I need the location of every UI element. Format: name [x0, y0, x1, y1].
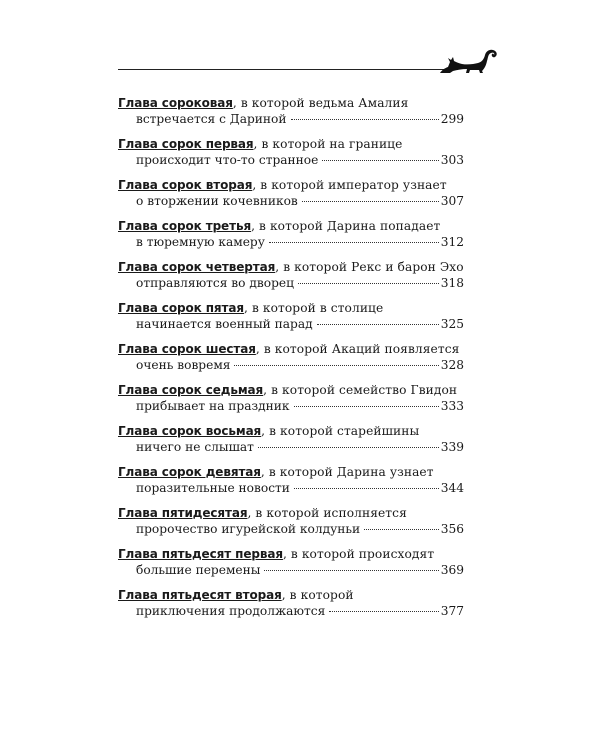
- toc-entry: [118, 587, 464, 628]
- page-number: 303: [440, 153, 464, 167]
- chapter-description-end: в тюремную камеру: [136, 235, 265, 249]
- chapter-title: Глава пятьдесят вторая: [118, 588, 282, 602]
- chapter-description-start: в которой Дарина попадает: [259, 219, 441, 233]
- chapter-title: Глава пятьдесят первая: [118, 547, 283, 561]
- chapter-title-separator: ,: [253, 137, 262, 151]
- chapter-description-start: в которой Акаций появляется: [263, 342, 460, 356]
- chapter-title: Глава сорок шестая: [118, 342, 256, 356]
- chapter-title: Глава сорок седьмая: [118, 383, 264, 397]
- page-number: 325: [440, 317, 464, 331]
- toc-entry: [118, 259, 464, 300]
- toc-entry: [118, 136, 464, 177]
- chapter-description-end: о вторжении кочевников: [136, 194, 298, 208]
- chapter-title-separator: ,: [243, 301, 252, 315]
- chapter-title-separator: ,: [252, 178, 261, 192]
- chapter-description-end: встречается с Дариной: [136, 112, 287, 126]
- toc-entry-second-line: [118, 357, 464, 373]
- chapter-description-start: в которой император узнает: [260, 178, 447, 192]
- chapter-title-separator: ,: [260, 465, 269, 479]
- toc-entry-second-line: [118, 111, 464, 127]
- chapter-title: Глава пятидесятая: [118, 506, 248, 520]
- chapter-description-start: в которой Рекс и барон Эхо: [283, 260, 464, 274]
- chapter-title: Глава сорок первая: [118, 137, 254, 151]
- dot-leader: [317, 324, 439, 325]
- toc-entry-first-line: [118, 300, 464, 316]
- chapter-description-start: в которой исполняется: [255, 506, 407, 520]
- header-rule: [118, 69, 458, 70]
- page-number: 344: [440, 481, 464, 495]
- page-number: 328: [440, 358, 464, 372]
- chapter-title-separator: ,: [282, 547, 291, 561]
- chapter-description-end: начинается военный парад: [136, 317, 313, 331]
- toc-entry: [118, 464, 464, 505]
- toc-entry-first-line: [118, 95, 464, 111]
- chapter-description-end: большие перемены: [136, 563, 261, 577]
- chapter-description-start: в которой: [289, 588, 354, 602]
- toc-entry-first-line: [118, 341, 464, 357]
- chapter-description-start: в которой семейство Гвидон: [271, 383, 458, 397]
- cat-icon: [438, 46, 500, 74]
- chapter-title-separator: ,: [275, 260, 284, 274]
- toc-entry: [118, 423, 464, 464]
- dot-leader: [264, 570, 438, 571]
- toc-entry-first-line: [118, 259, 464, 275]
- page-number: 318: [440, 276, 464, 290]
- dot-leader: [329, 611, 438, 612]
- toc-entry-first-line: [118, 382, 464, 398]
- toc-entry-second-line: [118, 603, 464, 619]
- dot-leader: [298, 283, 439, 284]
- toc-entry-second-line: [118, 480, 464, 496]
- toc-entry: [118, 382, 464, 423]
- chapter-title-separator: ,: [251, 219, 260, 233]
- chapter-description-start: в которой старейшины: [269, 424, 420, 438]
- dot-leader: [364, 529, 439, 530]
- dot-leader: [258, 447, 439, 448]
- toc-entry-first-line: [118, 505, 464, 521]
- chapter-description-start: в которой на границе: [261, 137, 403, 151]
- toc-entry-first-line: [118, 136, 464, 152]
- toc-entry-first-line: [118, 546, 464, 562]
- toc-entry: [118, 341, 464, 382]
- chapter-description-end: очень вовремя: [136, 358, 231, 372]
- chapter-title-separator: ,: [232, 96, 241, 110]
- chapter-description-end: прибывает на праздник: [136, 399, 290, 413]
- chapter-description-end: приключения продолжаются: [136, 604, 326, 618]
- chapter-title-separator: ,: [261, 424, 270, 438]
- chapter-title-separator: ,: [255, 342, 264, 356]
- page-number: 369: [440, 563, 464, 577]
- toc-entry-first-line: [118, 177, 464, 193]
- dot-leader: [269, 242, 439, 243]
- chapter-title: Глава сорок пятая: [118, 301, 244, 315]
- toc-entry-first-line: [118, 587, 464, 603]
- toc-entry: [118, 300, 464, 341]
- toc-entry-second-line: [118, 439, 464, 455]
- toc-entry: [118, 546, 464, 587]
- chapter-title: Глава сорок четвертая: [118, 260, 276, 274]
- toc-entry: [118, 95, 464, 136]
- page-number: 356: [440, 522, 464, 536]
- chapter-description-end: пророчество игурейской колдуньи: [136, 522, 361, 536]
- chapter-title-separator: ,: [263, 383, 272, 397]
- chapter-description-end: отправляются во дворец: [136, 276, 294, 290]
- page-number: 333: [440, 399, 464, 413]
- chapter-title: Глава сорок девятая: [118, 465, 261, 479]
- chapter-description-start: в которой происходят: [290, 547, 435, 561]
- chapter-description-start: в которой ведьма Амалия: [240, 96, 409, 110]
- dot-leader: [294, 488, 439, 489]
- dot-leader: [302, 201, 439, 202]
- page-number: 312: [440, 235, 464, 249]
- toc-entry-second-line: [118, 562, 464, 578]
- toc-entry-second-line: [118, 193, 464, 209]
- chapter-title-separator: ,: [281, 588, 290, 602]
- dot-leader: [294, 406, 439, 407]
- dot-leader: [291, 119, 439, 120]
- chapter-title: Глава сорок третья: [118, 219, 252, 233]
- chapter-description-start: в которой Дарина узнает: [268, 465, 434, 479]
- dot-leader: [234, 365, 438, 366]
- page-number: 299: [440, 112, 464, 126]
- toc-entry-first-line: [118, 218, 464, 234]
- toc-entry-second-line: [118, 152, 464, 168]
- toc-entry: [118, 505, 464, 546]
- table-of-contents: [118, 95, 464, 628]
- toc-entry-second-line: [118, 398, 464, 414]
- toc-entry-first-line: [118, 464, 464, 480]
- page-number: 307: [440, 194, 464, 208]
- toc-entry-second-line: [118, 275, 464, 291]
- toc-entry-first-line: [118, 423, 464, 439]
- chapter-description-start: в которой в столице: [251, 301, 384, 315]
- chapter-title: Глава сороковая: [118, 96, 233, 110]
- page-number: 339: [440, 440, 464, 454]
- dot-leader: [322, 160, 438, 161]
- page-number: 377: [440, 604, 464, 618]
- chapter-description-end: ничего не слышат: [136, 440, 254, 454]
- chapter-description-end: поразительные новости: [136, 481, 290, 495]
- toc-entry-second-line: [118, 316, 464, 332]
- chapter-title: Глава сорок вторая: [118, 178, 253, 192]
- chapter-description-end: происходит что-то странное: [136, 153, 319, 167]
- toc-entry: [118, 177, 464, 218]
- toc-entry-second-line: [118, 234, 464, 250]
- toc-entry-second-line: [118, 521, 464, 537]
- toc-entry: [118, 218, 464, 259]
- chapter-title-separator: ,: [247, 506, 256, 520]
- chapter-title: Глава сорок восьмая: [118, 424, 262, 438]
